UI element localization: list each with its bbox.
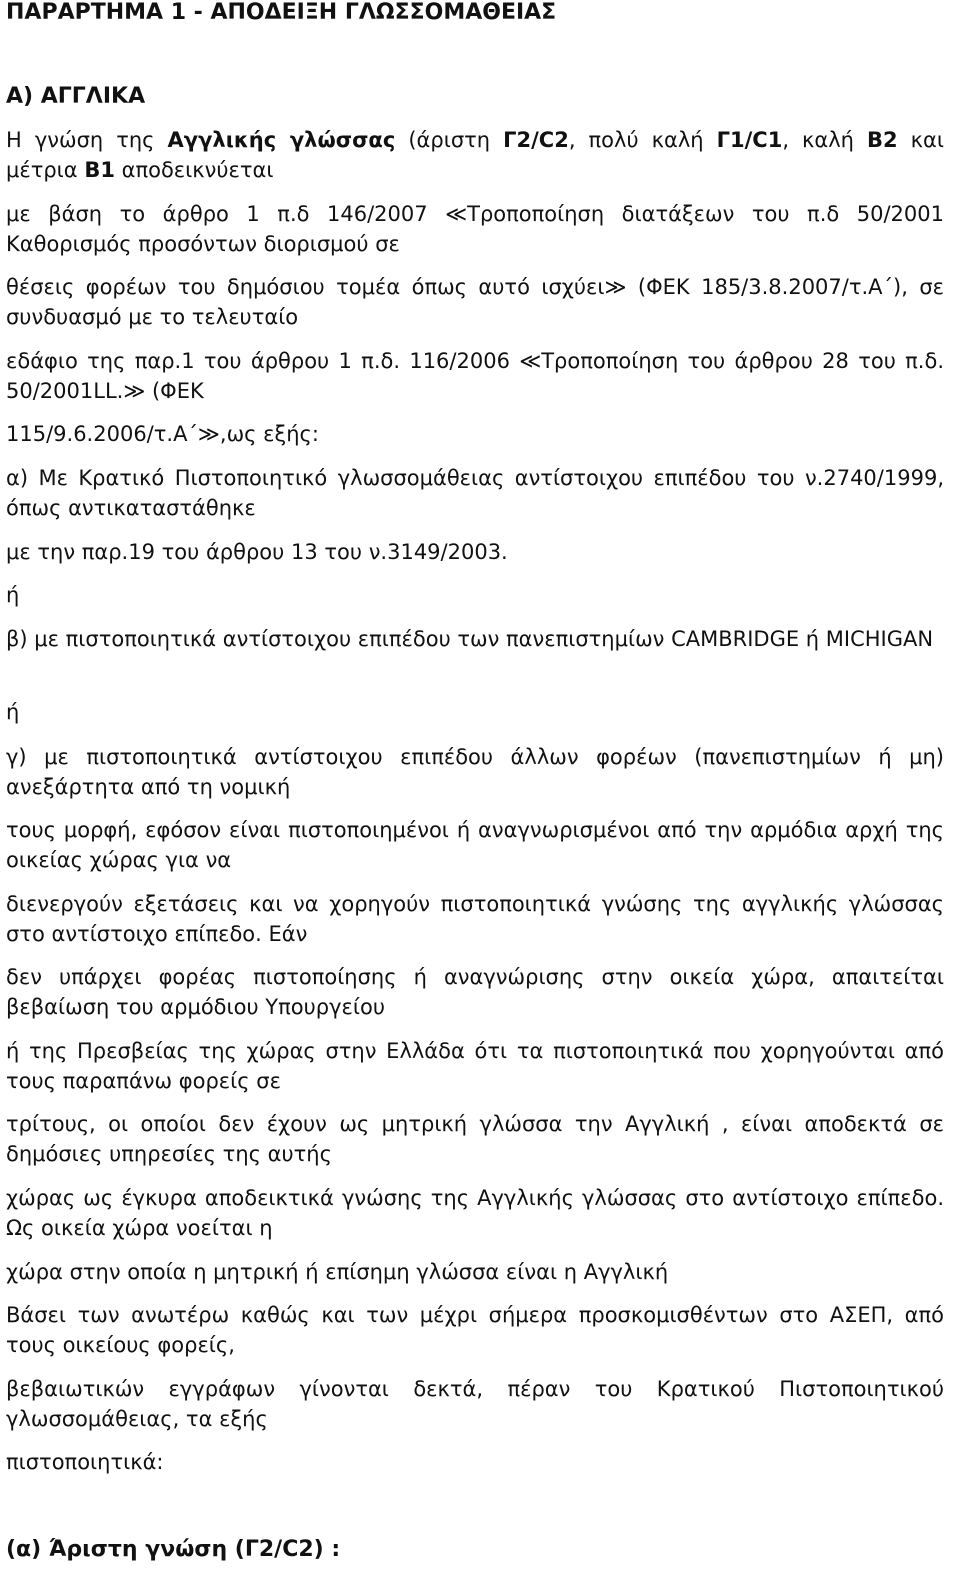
bold-level-c2: Γ2/C2 <box>503 128 569 152</box>
paragraph-legal-form: τους μορφή, εφόσον είναι πιστοποιημένοι ή αναγνωρισμένοι από την αρμόδια αρχή της οικείας χώρας για να <box>6 818 944 872</box>
annex-title: ΠΑΡΑΡΤΗΜΑ 1 - ΑΠΟΔΕΙΞΗ ΓΛΩΣΣΟΜΑΘΕΙΑΣ <box>6 0 557 25</box>
or-separator-2: ή <box>6 700 20 724</box>
paragraph-valid-proof: χώρας ως έγκυρα αποδεικτικά γνώσης της Αγγλικής γλώσσας στο αντίστοιχο επίπεδο. Ως οικεία χώρα νοείται η <box>6 1186 944 1240</box>
paragraph-option-a-cont: με την παρ.19 του άρθρου 13 του ν.3149/2003. <box>6 540 508 564</box>
paragraph-option-b: β) με πιστοποιητικά αντίστοιχου επιπέδου των πανεπιστημίων CAMBRIDGE ή MICHIGAN <box>6 627 934 651</box>
paragraph-asep: Βάσει των ανωτέρω καθώς και των μέχρι σήμερα προσκομισθέντων στο ΑΣΕΠ, από τους οικείους φορείς, <box>6 1303 944 1357</box>
paragraph-exams: διενεργούν εξετάσεις και να χορηγούν πιστοποιητικά γνώσης της αγγλικής γλώσσας στο αντίστοιχο επίπεδο. Εάν <box>6 892 944 946</box>
paragraph-public-sector: θέσεις φορέων του δημόσιου τομέα όπως αυτό ισχύει≫ (ΦΕΚ 185/3.8.2007/τ.Α΄), σε συνδυασμό με το τελευταίο <box>6 275 944 329</box>
paragraph-native-country: χώρα στην οποία η μητρική ή επίσημη γλώσσα είναι η Αγγλική <box>6 1260 669 1284</box>
paragraph-option-c: γ) με πιστοποιητικά αντίστοιχου επιπέδου άλλων φορέων (πανεπιστημίων ή μη) ανεξάρτητα από τη νομική <box>6 745 944 799</box>
bold-language: Αγγλικής γλώσσας <box>167 128 396 152</box>
subheading-excellent-knowledge: (α) Άριστη γνώση (Γ2/C2) : <box>6 1537 341 1562</box>
or-separator-1: ή <box>6 583 20 607</box>
intro-paragraph: Η γνώση της Αγγλικής γλώσσας (άριστη Γ2/C2, πολύ καλή Γ1/C1, καλή Β2 και μέτρια Β1 αποδεικνύεται <box>6 128 944 182</box>
paragraph-embassy: ή της Πρεσβείας της χώρας στην Ελλάδα ότι τα πιστοποιητικά που χορηγούνται από τους παραπάνω φορείς σε <box>6 1039 944 1093</box>
paragraph-legal-basis: με βάση το άρθρο 1 π.δ 146/2007 ≪Τροποποίηση διατάξεων του π.δ 50/2001 Καθορισμός προσόντων διορισμού σε <box>6 202 944 256</box>
bold-level-b2: Β2 <box>867 128 898 152</box>
section-title: Α) ΑΓΓΛΙΚΑ <box>6 84 146 109</box>
paragraph-option-a: α) Με Κρατικό Πιστοποιητικό γλωσσομάθειας αντίστοιχου επιπέδου του ν.2740/1999, όπως αντικαταστάθηκε <box>6 466 944 520</box>
bold-level-c1: Γ1/C1 <box>716 128 783 152</box>
paragraph-certificates: πιστοποιητικά: <box>6 1450 164 1474</box>
paragraph-no-certifier: δεν υπάρχει φορέας πιστοποίησης ή αναγνώρισης στην οικεία χώρα, απαιτείται βεβαίωση του αρμόδιου Υπουργείου <box>6 965 944 1019</box>
paragraph-amendment: εδάφιο της παρ.1 του άρθρου 1 π.δ. 116/2006 ≪Τροποποίηση του άρθρου 28 του π.δ. 50/2001LL.≫ (ΦΕΚ <box>6 349 944 403</box>
bold-level-b1: Β1 <box>84 158 115 182</box>
paragraph-accepted-docs: βεβαιωτικών εγγράφων γίνονται δεκτά, πέραν του Κρατικού Πιστοποιητικού γλωσσομάθειας, τα εξής <box>6 1377 944 1431</box>
paragraph-fek: 115/9.6.2006/τ.Α΄≫,ως εξής: <box>6 422 319 446</box>
paragraph-third-parties: τρίτους, οι οποίοι δεν έχουν ως μητρική γλώσσα την Αγγλική , είναι αποδεκτά σε δημόσιες υπηρεσίες της αυτής <box>6 1112 944 1166</box>
